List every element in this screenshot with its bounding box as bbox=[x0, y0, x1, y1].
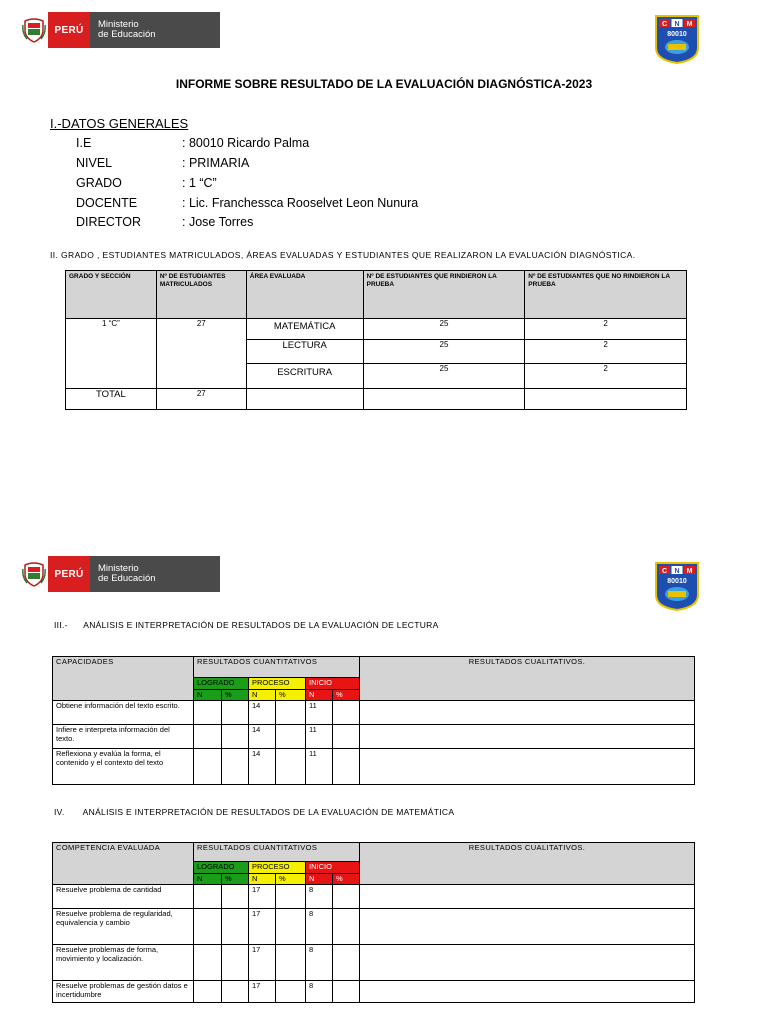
capacidad-label: Obtiene información del texto escrito. bbox=[53, 700, 194, 724]
minedu-logo bbox=[20, 556, 220, 592]
proceso-n: 17 bbox=[249, 884, 276, 908]
inicio-n: 8 bbox=[306, 908, 333, 944]
cell-area: LECTURA bbox=[246, 340, 363, 364]
dg-row-docente: DOCENTE : Lic. Franchessca Rooselvet Leon Nunura bbox=[76, 196, 419, 210]
matriculados-table bbox=[65, 270, 687, 410]
n-label: N bbox=[249, 690, 276, 701]
cnm-letter-m: M bbox=[686, 568, 693, 575]
cell-grado: 1 “C” bbox=[66, 319, 157, 389]
pct-label: % bbox=[222, 874, 249, 885]
cell-total-label: TOTAL bbox=[66, 389, 157, 410]
cell-rindieron: 25 bbox=[363, 319, 525, 340]
cell-area: MATEMÁTICA bbox=[246, 319, 363, 340]
matematica-table bbox=[52, 842, 695, 1003]
lectura-table bbox=[52, 656, 695, 785]
dg-row-grado: GRADO : 1 “C” bbox=[76, 176, 217, 190]
th-no-rindieron: Nº DE ESTUDIANTES QUE NO RINDIERON LA PRUEBA bbox=[525, 271, 687, 319]
cnm-school-logo bbox=[654, 561, 700, 611]
dg-row-ie: I.E : 80010 Ricardo Palma bbox=[76, 136, 310, 150]
table-row bbox=[53, 908, 695, 944]
table-row bbox=[53, 700, 695, 724]
inicio-n: 8 bbox=[306, 980, 333, 1002]
peru-seal-icon bbox=[20, 556, 48, 592]
cnm-letter-c: C bbox=[661, 21, 668, 28]
th-matriculados: Nº DE ESTUDIANTES MATRICULADOS bbox=[156, 271, 246, 319]
table-row bbox=[53, 724, 695, 748]
cnm-letter-c: C bbox=[661, 568, 668, 575]
inicio-label: INICIO bbox=[306, 862, 360, 874]
cnm-number: 80010 bbox=[667, 578, 687, 585]
th-capacidades: CAPACIDADES bbox=[53, 657, 194, 701]
cell-total-value: 27 bbox=[156, 389, 246, 410]
cell-no-rindieron: 2 bbox=[525, 364, 687, 389]
cnm-school-logo bbox=[654, 14, 700, 64]
table-row bbox=[53, 748, 695, 784]
logrado-label: LOGRADO bbox=[194, 678, 249, 690]
capacidad-label: Infiere e interpreta información del texto. bbox=[53, 724, 194, 748]
cell-area: ESCRITURA bbox=[246, 364, 363, 389]
th-cualitativos: RESULTADOS CUALITATIVOS. bbox=[360, 843, 695, 885]
dg-row-director: DIRECTOR : Jose Torres bbox=[76, 215, 254, 229]
section4-heading: IV. ANÁLISIS E INTERPRETACIÓN DE RESULTADOS DE LA EVALUACIÓN DE MATEMÁTICA bbox=[54, 807, 455, 817]
n-label: N bbox=[306, 690, 333, 701]
peru-seal-icon bbox=[20, 12, 48, 48]
inicio-n: 11 bbox=[306, 700, 333, 724]
pct-label: % bbox=[276, 690, 306, 701]
cell-no-rindieron: 2 bbox=[525, 340, 687, 364]
cnm-number: 80010 bbox=[667, 31, 687, 38]
competencia-label: Resuelve problema de cantidad bbox=[53, 884, 194, 908]
inicio-n: 11 bbox=[306, 724, 333, 748]
cell-matriculados: 27 bbox=[156, 319, 246, 389]
pct-label: % bbox=[333, 874, 360, 885]
pct-label: % bbox=[333, 690, 360, 701]
th-competencia: COMPETENCIA EVALUADA bbox=[53, 843, 194, 885]
inicio-n: 8 bbox=[306, 944, 333, 980]
cell-rindieron: 25 bbox=[363, 364, 525, 389]
competencia-label: Resuelve problema de regularidad, equivalencia y cambio bbox=[53, 908, 194, 944]
proceso-n: 17 bbox=[249, 908, 276, 944]
proceso-label: PROCESO bbox=[249, 678, 306, 690]
competencia-label: Resuelve problemas de forma, movimiento y localización. bbox=[53, 944, 194, 980]
peru-label: PERÚ bbox=[48, 12, 90, 48]
n-label: N bbox=[194, 690, 222, 701]
capacidad-label: Reflexiona y evalúa la forma, el contenido y el contexto del texto bbox=[53, 748, 194, 784]
section3-heading: III.- ANÁLISIS E INTERPRETACIÓN DE RESULTADOS DE LA EVALUACIÓN DE LECTURA bbox=[54, 620, 439, 630]
datos-generales-heading: I.-DATOS GENERALES bbox=[50, 116, 189, 131]
proceso-n: 17 bbox=[249, 944, 276, 980]
table-row bbox=[53, 944, 695, 980]
table-row bbox=[53, 980, 695, 1002]
section2-heading: II. GRADO , ESTUDIANTES MATRICULADOS, ÁREAS EVALUADAS Y ESTUDIANTES QUE REALIZARON LA EVALUACIÓN DIAGNÓSTICA. bbox=[50, 250, 636, 260]
cell-no-rindieron: 2 bbox=[525, 319, 687, 340]
n-label: N bbox=[306, 874, 333, 885]
th-cualitativos: RESULTADOS CUALITATIVOS. bbox=[360, 657, 695, 701]
competencia-label: Resuelve problemas de gestión datos e incertidumbre bbox=[53, 980, 194, 1002]
inicio-label: INICIO bbox=[306, 678, 360, 690]
minedu-logo bbox=[20, 12, 220, 48]
cell-rindieron: 25 bbox=[363, 340, 525, 364]
proceso-n: 14 bbox=[249, 724, 276, 748]
pct-label: % bbox=[276, 874, 306, 885]
logrado-label: LOGRADO bbox=[194, 862, 249, 874]
pct-label: % bbox=[222, 690, 249, 701]
table-row bbox=[53, 884, 695, 908]
proceso-n: 17 bbox=[249, 980, 276, 1002]
proceso-label: PROCESO bbox=[249, 862, 306, 874]
cnm-letter-n: N bbox=[674, 21, 680, 28]
inicio-n: 8 bbox=[306, 884, 333, 908]
dg-row-nivel: NIVEL : PRIMARIA bbox=[76, 156, 250, 170]
peru-label: PERÚ bbox=[48, 556, 90, 592]
proceso-n: 14 bbox=[249, 700, 276, 724]
report-title: INFORME SOBRE RESULTADO DE LA EVALUACIÓN DIAGNÓSTICA-2023 bbox=[175, 77, 593, 91]
inicio-n: 11 bbox=[306, 748, 333, 784]
th-grado: GRADO Y SECCIÓN bbox=[66, 271, 157, 319]
ministry-label: Ministerio de Educación bbox=[90, 12, 220, 48]
n-label: N bbox=[194, 874, 222, 885]
ministry-label: Ministerio de Educación bbox=[90, 556, 220, 592]
th-area: ÁREA EVALUADA bbox=[246, 271, 363, 319]
th-cuantitativos: RESULTADOS CUANTITATIVOS bbox=[194, 843, 360, 862]
proceso-n: 14 bbox=[249, 748, 276, 784]
cnm-letter-m: M bbox=[686, 21, 693, 28]
n-label: N bbox=[249, 874, 276, 885]
th-rindieron: Nº DE ESTUDIANTES QUE RINDIERON LA PRUEBA bbox=[363, 271, 525, 319]
cnm-letter-n: N bbox=[674, 568, 680, 575]
th-cuantitativos: RESULTADOS CUANTITATIVOS bbox=[194, 657, 360, 678]
